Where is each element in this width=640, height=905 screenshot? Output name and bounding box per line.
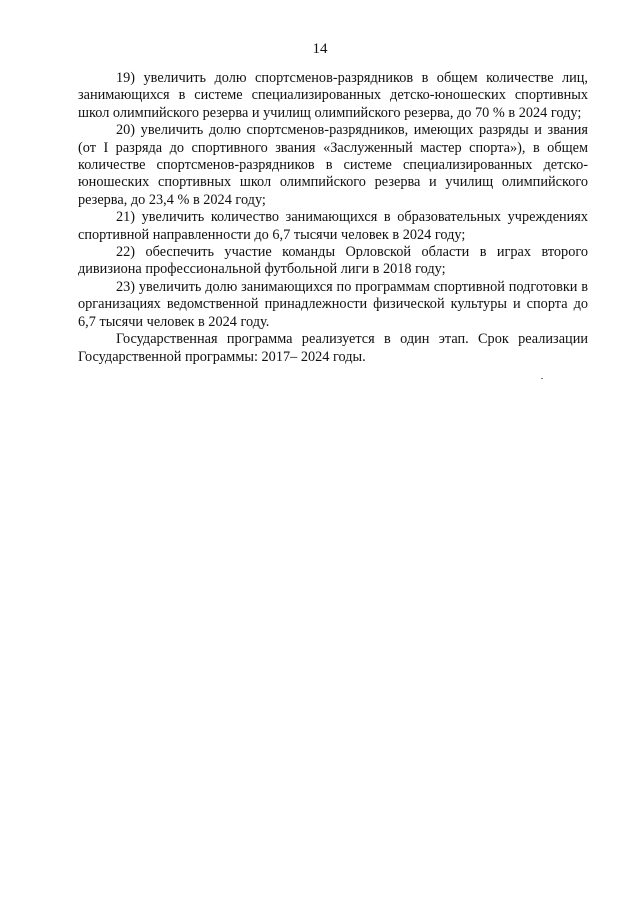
paragraph-program-term: Государственная программа реализуется в один этап. Срок реализации Государственной программы: 2017– 2024 годы.	[78, 331, 588, 365]
page-number: 14	[312, 41, 328, 57]
paragraph-item-22: 22) обеспечить участие команды Орловской области в играх второго дивизиона профессиональной футбольной лиги в 2018 году;	[78, 244, 588, 278]
document-body	[78, 70, 588, 366]
paragraph-item-19: 19) увеличить долю спортсменов-разрядников в общем количестве лиц, занимающихся в системе специализированных детско-юношеских спортивных школ олимпийского резерва и училищ олимпийского резерва, до 70 % в 2024 году;	[78, 70, 588, 121]
paragraph-item-23: 23) увеличить долю занимающихся по программам спортивной подготовки в организациях ведомственной принадлежности физической культуры и спорта до 6,7 тысячи человек в 2024 году.	[78, 278, 588, 330]
paragraph-item-20: 20) увеличить долю спортсменов-разрядников, имеющих разряды и звания (от I разряда до спортивного звания «Заслуженный мастер спорта»), в общем количестве спортсменов-разрядников в системе специализированных детско-юношеских спортивных школ олимпийского резерва и училищ олимпийского резерва, до 23,4 % в 2024 году;	[78, 122, 588, 208]
paragraph-item-21: 21) увеличить количество занимающихся в образовательных учреждениях спортивной направленности до 6,7 тысячи человек в 2024 году;	[78, 209, 588, 243]
scan-speck	[541, 378, 543, 379]
